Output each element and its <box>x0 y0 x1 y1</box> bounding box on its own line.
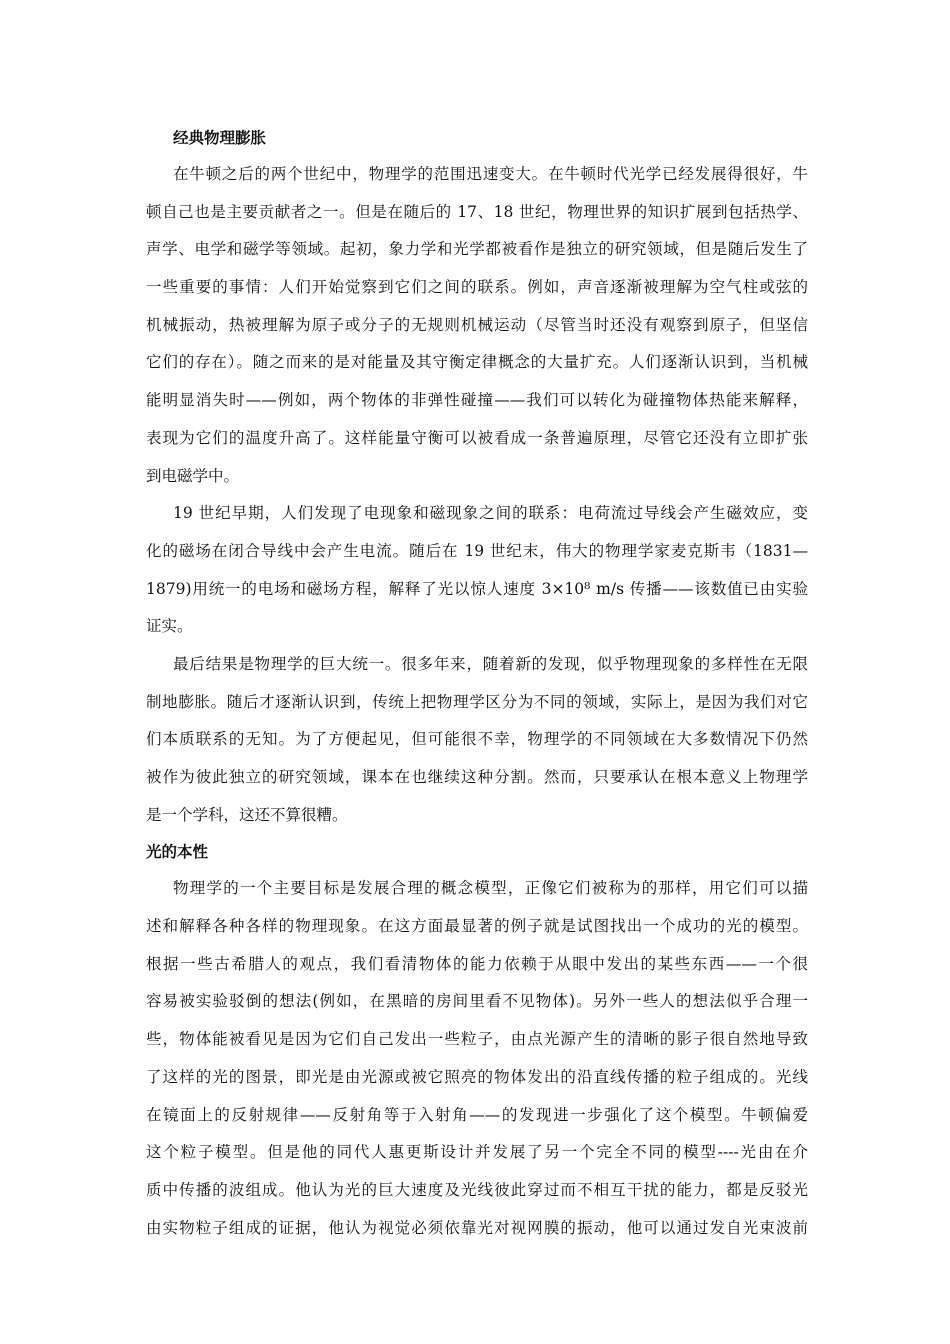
text-line: 些，物体能被看见是因为它们自己发出一些粒子，由点光源产生的清晰的影子很自然地导致 <box>146 1030 808 1049</box>
document-body <box>146 120 808 1247</box>
text-line: 容易被实验驳倒的想法(例如，在黑暗的房间里看不见物体)。另外一些人的想法似乎合理一 <box>146 992 808 1011</box>
text-line: 由实物粒子组成的证据，他认为视觉必须依靠光对视网膜的振动，他可以通过发自光束波前 <box>146 1218 808 1237</box>
text-line: 是一个学科，这还不算很糟。 <box>146 805 348 824</box>
paragraph <box>146 870 808 1247</box>
text-line: 在牛顿之后的两个世纪中，物理学的范围迅速变大。在牛顿时代光学已经发展得很好，牛 <box>173 165 808 183</box>
text-line: 制地膨胀。随后才逐渐认识到，传统上把物理学区分为不同的领域，实际上，是因为我们对它 <box>146 692 808 711</box>
text-line: 机械振动，热被理解为原子或分子的无规则机械运动（尽管当时还没有观察到原子，但坚信 <box>146 315 808 334</box>
text-line: 最后结果是物理学的巨大统一。很多年来，随着新的发现，似乎物理现象的多样性在无限 <box>173 654 808 673</box>
section-heading-nature-of-light: 光的本性 <box>146 843 209 862</box>
paragraph <box>146 646 808 834</box>
text-line: 在镜面上的反射规律——反射角等于入射角——的发现进一步强化了这个模型。牛顿偏爱 <box>146 1105 808 1124</box>
text-line: 根据一些古希腊人的观点，我们看清物体的能力依赖于从眼中发出的某些东西——一个很 <box>146 954 808 973</box>
text-line: 了这样的光的图景，即光是由光源或被它照亮的物体发出的沿直线传播的粒子组成的。光线 <box>146 1067 808 1086</box>
text-line: 能明显消失时——例如，两个物体的非弹性碰撞——我们可以转化为碰撞物体热能来解释， <box>146 391 808 410</box>
text-line: 顿自己也是主要贡献者之一。但是在随后的 17、18 世纪，物理世界的知识扩展到包括热学、 <box>146 202 808 221</box>
text-line: 这个粒子模型。但是他的同代人惠更斯设计并发展了另一个完全不同的模型----光由在介 <box>146 1143 808 1162</box>
paragraph <box>146 495 808 646</box>
text-line: 1879)用统一的电场和磁场方程，解释了光以惊人速度 3×10⁸ m/s 传播——该数值已由实验 <box>146 579 808 598</box>
text-line: 们本质联系的无知。为了方便起见，但可能很不幸，物理学的不同领域在大多数情况下仍然 <box>146 730 808 749</box>
text-line: 述和解释各种各样的物理现象。在这方面最显著的例子就是试图找出一个成功的光的模型。 <box>146 917 808 936</box>
text-line: 化的磁场在闭合导线中会产生电流。随后在 19 世纪末，伟大的物理学家麦克斯韦（1831— <box>146 541 808 560</box>
text-line: 物理学的一个主要目标是发展合理的概念模型，正像它们被称为的那样，用它们可以描 <box>173 879 808 898</box>
text-line: 被作为彼此独立的研究领域，课本在也继续这种分割。然而，只要承认在根本意义上物理学 <box>146 768 808 786</box>
text-line: 声学、电学和磁学等领域。起初，象力学和光学都被看作是独立的研究领域，但是随后发生了 <box>146 240 808 259</box>
text-line: 它们的存在）。随之而来的是对能量及其守衡定律概念的大量扩充。人们逐渐认识到，当机械 <box>146 353 808 372</box>
text-line: 到电磁学中。 <box>146 466 240 485</box>
text-line: 证实。 <box>146 617 193 636</box>
text-line: 19 世纪早期，人们发现了电现象和磁现象之间的联系：电荷流过导线会产生磁效应，变 <box>173 504 808 523</box>
paragraph <box>146 156 808 495</box>
text-line: 一些重要的事情：人们开始觉察到它们之间的联系。例如，声音逐渐被理解为空气柱或弦的 <box>146 278 808 297</box>
section-heading-classical-physics: 经典物理膨胀 <box>173 129 267 147</box>
text-line: 质中传播的波组成。他认为光的巨大速度及光线彼此穿过而不相互干扰的能力，都是反驳光 <box>146 1180 808 1199</box>
text-line: 表现为它们的温度升高了。这样能量守衡可以被看成一条普遍原理，尽管它还没有立即扩张 <box>146 428 808 447</box>
